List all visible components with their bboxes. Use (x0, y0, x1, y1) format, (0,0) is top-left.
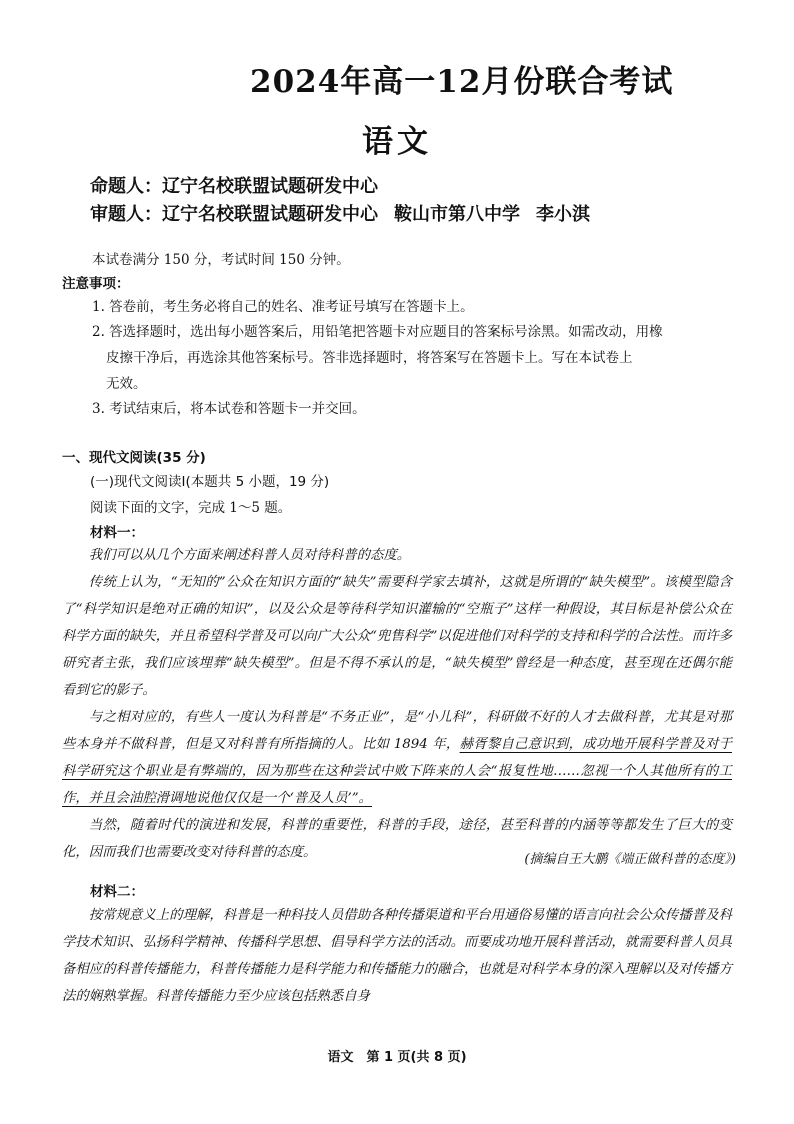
paragraph: 按常规意义上的理解，科普是一种科技人员借助各种传播渠道和平台用通俗易懂的语言向社会公众传播普及科学技术知识、弘扬科学精神、传播科学思想、倡导科学方法的活动。而要成功地开展科普活动，就需要科普人员具备相应的科普传播能力，科普传播能力是科学能力和传播能力的融合，也就是对科学本身的深入理解以及对传播方法的娴熟掌握。科普传播能力至少应该包括熟悉自身 (62, 908, 732, 1004)
notes-heading: 注意事项： (62, 276, 130, 292)
note-line: 2. 答选择题时，选出每小题答案后，用铅笔把答题卡对应题目的答案标号涂黑。如需改动，用橡 (92, 324, 663, 340)
reviewer-line (90, 200, 590, 226)
reading-instruction: 阅读下面的文字，完成 1～5 题。 (90, 500, 292, 516)
material-one-text (62, 542, 732, 866)
paragraph: 传统上认为，“无知的”公众在知识方面的“缺失”需要科学家去填补，这就是所谓的“缺失模型”。该模型隐含了“科学知识是绝对正确的知识”，以及公众是等待科学知识灌输的“空瓶子”这样一种假设，其目标是补偿公众在科学方面的缺失，并且希望科学普及可以向广大公众“兜售科学”以促进他们对科学的支持和科学的合法性。而许多研究者主张，我们应该埋葬“缺失模型”。但是不得不承认的是，“缺失模型”曾经是一种态度，甚至现在还偶尔能看到它的影子。 (62, 575, 732, 698)
subsection-heading: (一)现代文阅读Ⅰ(本题共 5 小题，19 分) (90, 474, 330, 490)
source-citation: (摘编自王大鹏《端正做科普的态度》) (524, 852, 736, 867)
exam-title: 2024年高一12月份联合考试 (250, 64, 674, 100)
underlined-passage: 赫胥黎自己意识到，成功地开展科学普及对于科学研究这个职业是有弊端的，因为那些在这种尝试中败下阵来的人会“报复性地……忽视一个人其他所有的工作，并且会油腔滑调地说他仅仅是一个‘普及人员’”。 (62, 737, 732, 806)
paragraph-text: 与之相对应的，有些人一度认为科普是“不务正业”，是“小儿科”，科研做不好的人才去做科普，尤其是对那些本身并不做科普，但是又对科普有所指摘的人。比如 1894 年， (62, 710, 732, 752)
paragraph: 当然，随着时代的演进和发展，科普的重要性，科普的手段，途径，甚至科普的内涵等等都发生了巨大的变化，因而我们也需要改变对待科普的态度。 (62, 818, 732, 860)
paragraph: 我们可以从几个方面来阐述科普人员对待科普的态度。 (88, 548, 411, 563)
material-label: 材料二： (90, 884, 144, 900)
page-footer: 语文 第 1 页(共 8 页) (327, 1050, 467, 1065)
material-two-text (62, 902, 732, 1010)
reviewer-school: 鞍山市第八中学 (394, 204, 520, 225)
reviewer-name: 李小淇 (536, 204, 590, 225)
exam-intro: 本试卷满分 150 分，考试时间 150 分钟。 (92, 252, 350, 268)
note-item: 3. 考试结束后，将本试卷和答题卡一并交回。 (92, 401, 366, 417)
paragraph (62, 704, 732, 812)
material-label: 材料一： (90, 525, 144, 541)
exam-subject: 语文 (362, 124, 432, 160)
note-item (92, 319, 732, 397)
note-line: 无效。 (106, 376, 147, 392)
author-line: 命题人：辽宁名校联盟试题研发中心 (90, 176, 378, 197)
section-heading: 一、现代文阅读(35 分) (62, 450, 206, 466)
note-item: 1. 答卷前，考生务必将自己的姓名、准考证号填写在答题卡上。 (92, 299, 474, 315)
note-line: 皮擦干净后，再选涂其他答案标号。答非选择题时，将答案写在答题卡上。写在本试卷上 (106, 350, 633, 366)
reviewer-org: 审题人：辽宁名校联盟试题研发中心 (90, 204, 378, 225)
